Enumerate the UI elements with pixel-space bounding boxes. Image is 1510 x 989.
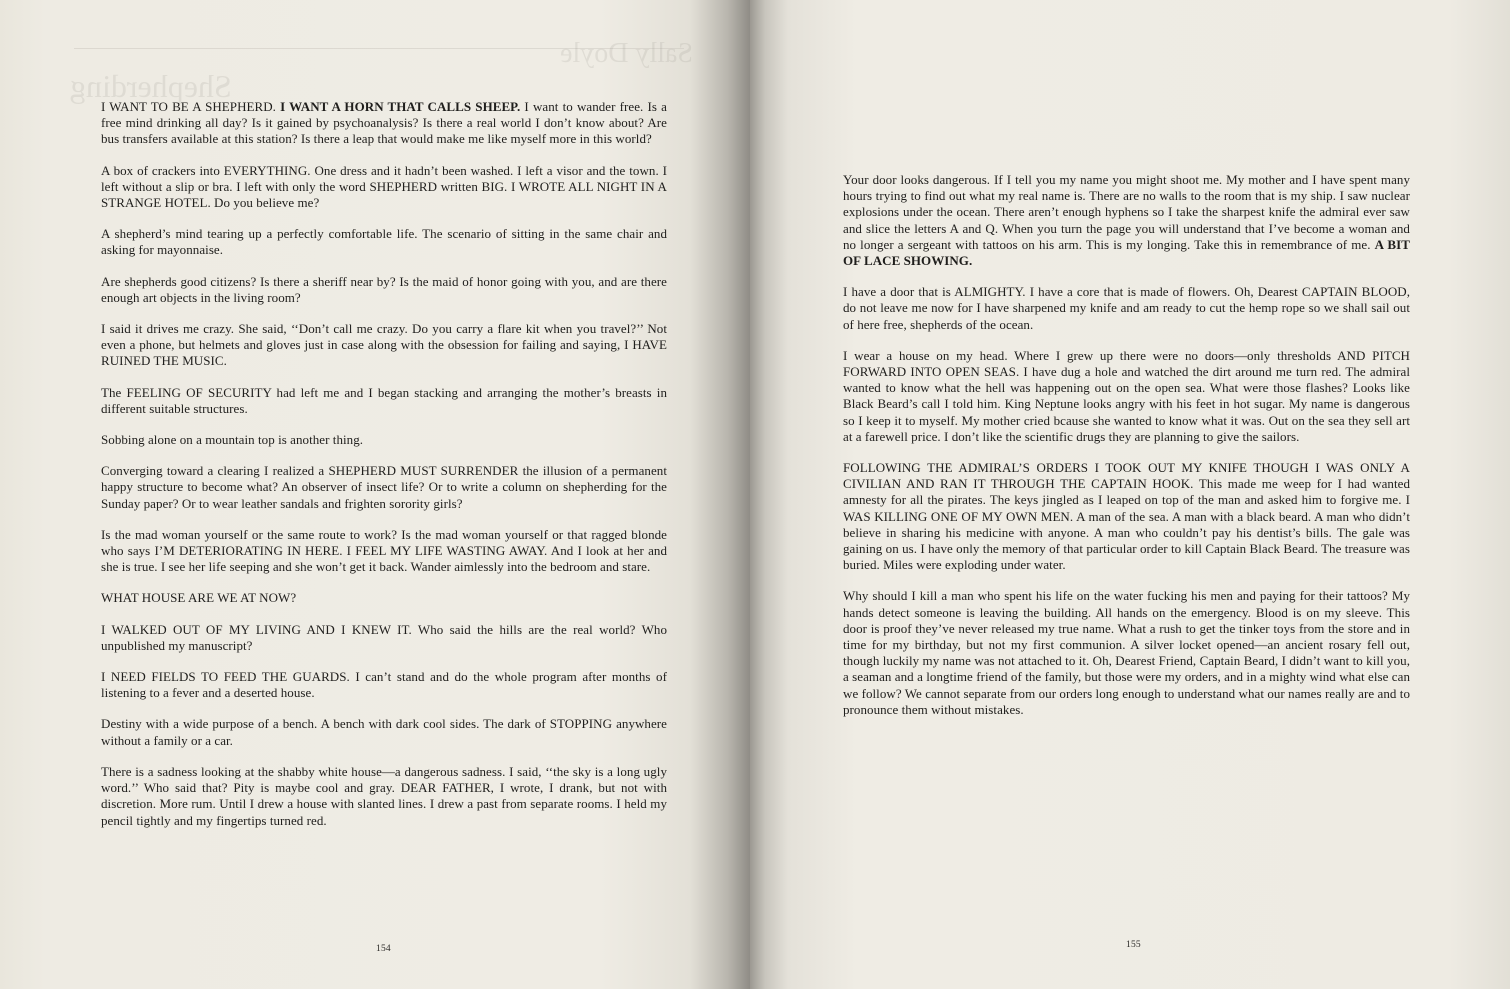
paragraph: There is a sadness looking at the shabby white house—a dangerous sadness. I said, ‘‘the sky is a long ugly word.’’ Who said that? Pity is maybe cool and gray. DEAR FATHER, I wrote, I drank, but not with discretion. More rum. Until I drew a house with slanted lines. I drew a past from separate rooms. I held my pencil tightly and my fingertips turned red. bbox=[101, 763, 667, 828]
page-number: 154 bbox=[376, 944, 391, 954]
paragraph: I WANT TO BE A SHEPHERD. I WANT A HORN THAT CALLS SHEEP. I want to wander free. Is a free mind drinking all day? Is it gained by psychoanalysis? Is there a real world I don’t know about? Are bus transfers available at this station? Is there a leap that would make me like myself more in this world? bbox=[101, 99, 667, 147]
paragraph: A shepherd’s mind tearing up a perfectly comfortable life. The scenario of sitting in the same chair and asking for mayonnaise. bbox=[101, 226, 667, 258]
paragraph: A box of crackers into EVERYTHING. One dress and it hadn’t been washed. I left a visor and the town. I left without a slip or bra. I left with only the word SHEPHERD written BIG. I WROTE ALL NIGHT IN A STRANGE HOTEL. Do you believe me? bbox=[101, 162, 667, 211]
paragraph: FOLLOWING THE ADMIRAL’S ORDERS I TOOK OUT MY KNIFE THOUGH I WAS ONLY A CIVILIAN AND RAN IT THROUGH THE CAPTAIN HOOK. This made me weep for I had wanted amnesty for all the pirates. The keys jingled as I leaped on top of the man and asked him to forgive me. I WAS KILLING ONE OF MY OWN MEN. A man of the sea. A man with a black beard. A man who didn’t believe in sharing his medicine with anyone. A man who couldn’t pay his dentist’s bills. The gale was gaining on us. I have only the memory of that particular order to kill Captain Black Beard. The treasure was buried. Miles were exploding under water. bbox=[843, 460, 1410, 573]
paragraph: I said it drives me crazy. She said, ‘‘Don’t call me crazy. Do you carry a flare kit when you travel?’’ Not even a phone, but helmets and gloves just in case along with the obsession for failing and saying, I HAVE RUINED THE MUSIC. bbox=[101, 321, 667, 369]
paragraph: I wear a house on my head. Where I grew up there were no doors—only thresholds AND PITCH FORWARD INTO OPEN SEAS. I have dug a hole and watched the dirt around me turn red. The admiral wanted to know what the hell was happening out on the open sea. What were those flashes? Looks like Black Beard’s call I told him. King Neptune looks angry with his feet in hot sugar. My name is dangerous so I keep it to myself. My mother cried bcause she wanted to know what it was. Out on the sea they sell art at a farewell price. I don’t like the scientific drugs they are planning to give the sailors. bbox=[843, 347, 1410, 444]
show-through-title: Shepherding bbox=[70, 68, 232, 104]
paragraph: WHAT HOUSE ARE WE AT NOW? bbox=[101, 590, 297, 606]
right-page-text bbox=[843, 172, 1410, 733]
paragraph: I NEED FIELDS TO FEED THE GUARDS. I can’t stand and do the whole program after months of listening to a fever and a deserted house. bbox=[101, 669, 667, 701]
left-page bbox=[0, 0, 750, 989]
page-number: 155 bbox=[1126, 940, 1141, 950]
paragraph: Sobbing alone on a mountain top is another thing. bbox=[101, 432, 364, 448]
paragraph: Your door looks dangerous. If I tell you my name you might shoot me. My mother and I have spent many hours trying to find out what my real name is. There are no walls to the room that is my ship. I saw nuclear explosions under the ocean. There aren’t enough hyphens so I take the sharpest knife the admiral ever saw and slice the letters A and Q. When you turn the page you will understand that I’ve become a woman and no longer a sergeant with tattoos on his arm. This is my longing. Take this in remembrance of me. A BIT OF LACE SHOWING. bbox=[843, 172, 1410, 269]
left-page-text bbox=[101, 99, 667, 844]
right-page bbox=[750, 0, 1510, 989]
show-through-author: Sally Doyle bbox=[560, 38, 693, 69]
paragraph: Is the mad woman yourself or the same route to work? Is the mad woman yourself or that ragged blonde who says I’M DETERIORATING IN HERE. I FEEL MY LIFE WASTING AWAY. And I look at her and she is true. I see her life seeping and she won’t get it back. Wander aimlessly into the bedroom and stare. bbox=[101, 526, 667, 575]
paragraph: I WALKED OUT OF MY LIVING AND I KNEW IT. Who said the hills are the real world? Who unpublished my manuscript? bbox=[101, 621, 667, 653]
paragraph: I have a door that is ALMIGHTY. I have a core that is made of flowers. Oh, Dearest CAPTAIN BLOOD, do not leave me now for I have sharpened my knife and am ready to cut the hemp rope so we shall sail out of here free, shepherds of the ocean. bbox=[843, 284, 1410, 332]
paragraph: Are shepherds good citizens? Is there a sheriff near by? Is the maid of honor going with you, and are there enough art objects in the living room? bbox=[101, 273, 667, 305]
paragraph: Converging toward a clearing I realized a SHEPHERD MUST SURRENDER the illusion of a permanent happy structure to become what? An observer of insect life? Or to write a column on shepherding for the Sunday paper? Or to wear leather sandals and frighten sorority girls? bbox=[101, 463, 667, 511]
paragraph: Destiny with a wide purpose of a bench. A bench with dark cool sides. The dark of STOPPING anywhere without a family or a car. bbox=[101, 716, 667, 748]
paragraph: Why should I kill a man who spent his life on the water fucking his men and paying for their tattoos? My hands detect someone is leaving the building. All hands on the emergency. Blood is on my sleeve. This door is proof they’ve never released my true name. What a rush to get the tinker toys from the store and in time for my birthday, but not my first communion. A silver locket opened—an ancient rosary fell out, though luckily my name was not attached to it. Oh, Dearest Friend, Captain Beard, I didn’t want to kill you, a seaman and a longtime friend of the family, but those were my orders, and in a mighty wind what else can we follow? We cannot separate from our orders long enough to understand what our names really are and to pronounce them without mistakes. bbox=[843, 588, 1410, 717]
paragraph: The FEELING OF SECURITY had left me and I began stacking and arranging the mother’s breasts in different suitable structures. bbox=[101, 384, 667, 416]
